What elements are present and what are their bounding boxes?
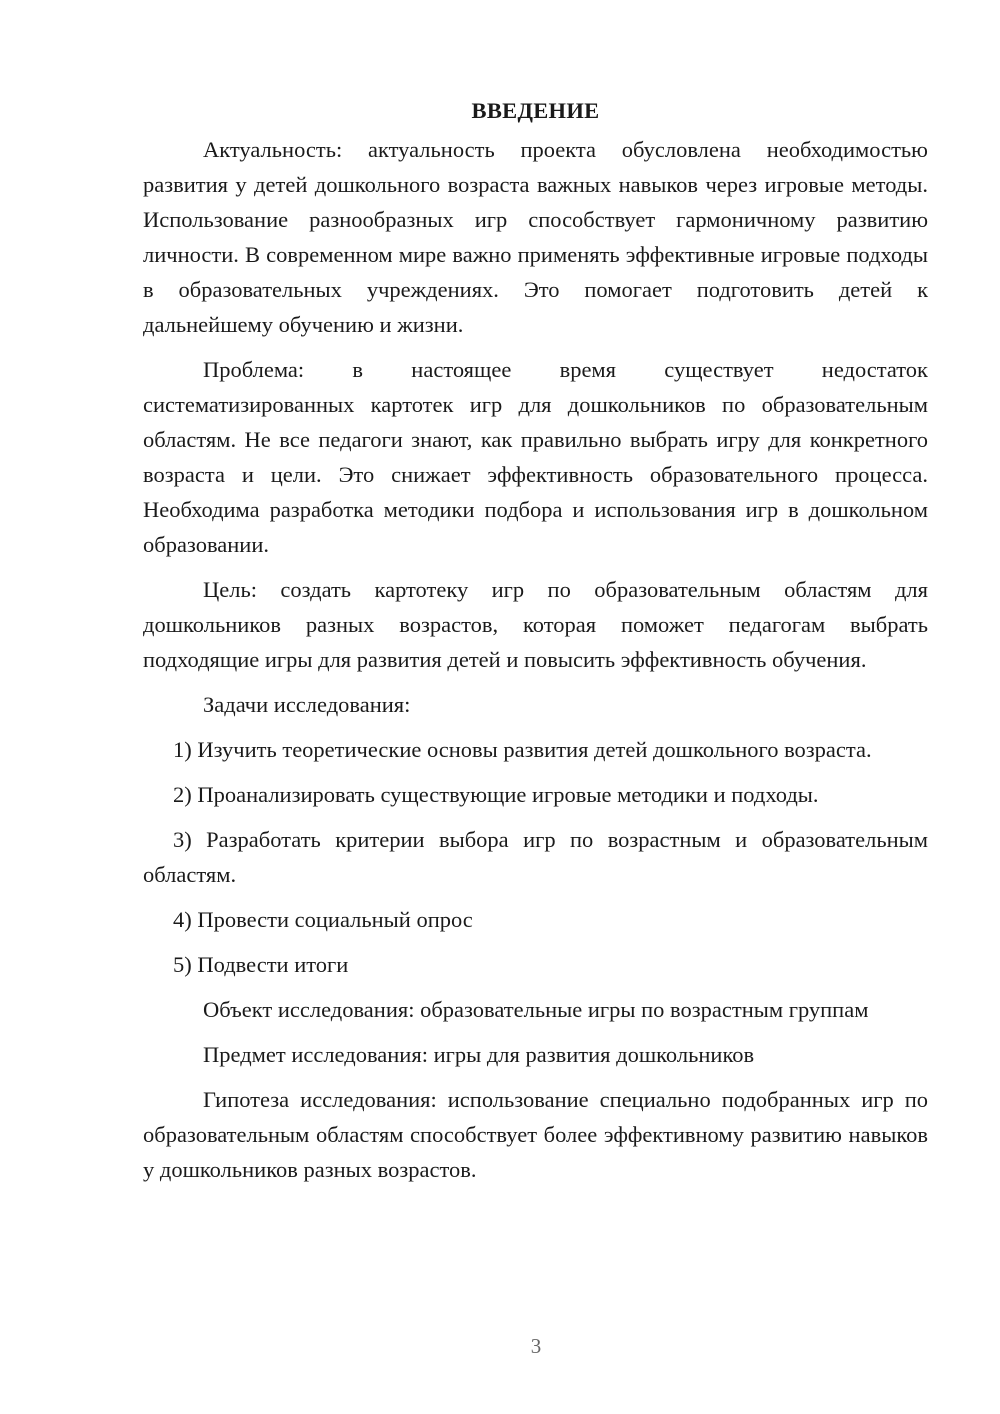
task-item-5: 5) Подвести итоги [173, 952, 349, 977]
task-item-3: 3) Разработать критерии выбора игр по возрастным и образовательным областям. [143, 827, 928, 887]
task-item-4: 4) Провести социальный опрос [173, 907, 473, 932]
problem-paragraph: Проблема: в настоящее время существует недостаток систематизированных картотек игр для дошкольников по образовательным областям. Не все педагоги знают, как правильно выбрать игру для конкретного возраста и цели. Это снижает эффективность образовательного процесса. Необходима разработка методики подбора и использования игр в дошкольном образовании. [143, 357, 928, 557]
object-paragraph: Объект исследования: образовательные игры по возрастным группам [203, 997, 869, 1022]
task-item-2: 2) Проанализировать существующие игровые методики и подходы. [173, 782, 819, 807]
relevance-paragraph: Актуальность: актуальность проекта обусловлена необходимостью развития у детей дошкольного возраста важных навыков через игровые методы. Использование разнообразных игр способствует гармоничному развитию личности. В современном мире важно применять эффективные игровые подходы в образовательных учреждениях. Это помогает подготовить детей к дальнейшему обучению и жизни. [143, 137, 928, 337]
task-item-1: 1) Изучить теоретические основы развития детей дошкольного возраста. [173, 737, 872, 762]
goal-paragraph: Цель: создать картотеку игр по образовательным областям для дошкольников разных возрастов, которая поможет педагогам выбрать подходящие игры для развития детей и повысить эффективность обучения. [143, 577, 928, 672]
page-number: 3 [530, 1334, 542, 1358]
section-title: ВВЕДЕНИЕ [471, 98, 600, 123]
subject-paragraph: Предмет исследования: игры для развития дошкольников [203, 1042, 755, 1067]
hypothesis-paragraph: Гипотеза исследования: использование специально подобранных игр по образовательным областям способствует более эффективному развитию навыков у дошкольников разных возрастов. [143, 1087, 928, 1182]
tasks-heading: Задачи исследования: [203, 692, 411, 717]
document-body [143, 93, 928, 1197]
